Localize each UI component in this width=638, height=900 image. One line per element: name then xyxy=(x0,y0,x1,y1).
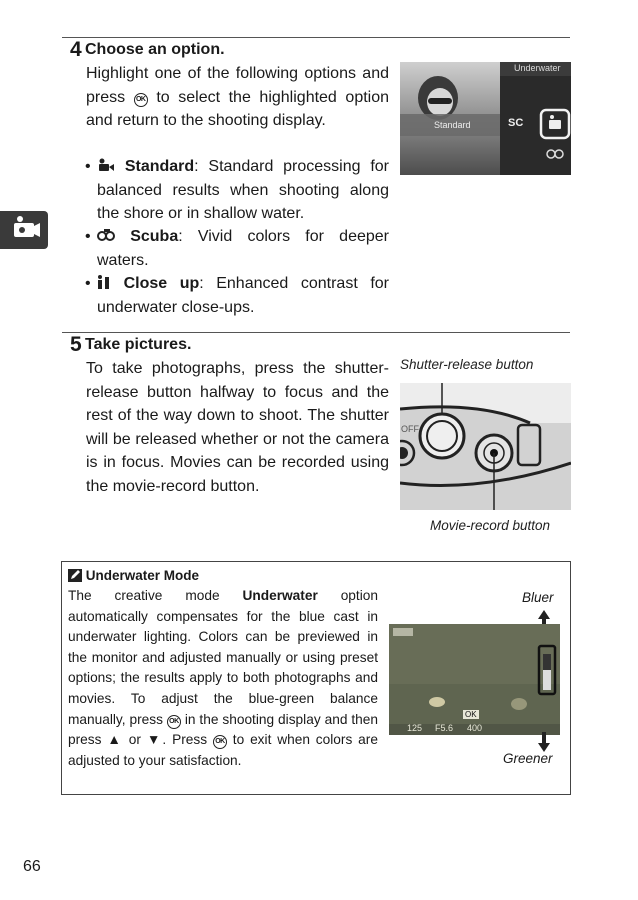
note-text-d: to exit when colors are adjusted to your satisfaction. xyxy=(68,732,378,768)
standard-icon xyxy=(97,158,115,172)
underwater-mode-icon xyxy=(0,211,48,249)
option-desc: : Standard processing for balanced results when shooting along the shore or in shallow water. xyxy=(97,158,389,222)
option-standard: • Standard: Standard processing for balanced results when shooting along the shore or in shallow water. xyxy=(85,158,389,222)
instructions-text-b: to select the highlighted option and return to the shooting display. xyxy=(86,88,390,129)
aperture-readout: F5.6 xyxy=(435,723,454,733)
underwater-menu-screenshot xyxy=(400,62,571,175)
greener-label: Greener xyxy=(503,751,553,766)
note-text-b: option automatically compensates for the blue cast in underwater lighting. Colors can be previewed in the monitor and adjusted manually or using preset options; the results apply to both photographs and movies. To adjust the blue-green balance manually, press xyxy=(68,588,378,727)
step-number: 4 xyxy=(70,38,82,61)
step-instructions xyxy=(86,62,389,133)
note-text-c: in the shooting display and then press ▲ or ▼. Press xyxy=(68,711,378,748)
ok-button-icon: OK xyxy=(213,735,227,749)
power-switch-label: OFF xyxy=(401,424,419,434)
arrow-down-icon xyxy=(538,732,550,752)
ok-button-icon: OK xyxy=(134,93,148,107)
note-title: Underwater Mode xyxy=(85,568,200,583)
menu-screen-graphic xyxy=(400,62,571,175)
camera-buttons-graphic xyxy=(400,383,571,510)
underwater-mode-note xyxy=(61,561,571,795)
note-pencil-icon xyxy=(68,569,82,582)
instructions-text-a: Highlight one of the following options and press xyxy=(86,65,389,106)
option-desc: : Enhanced contrast for underwater close-ups. xyxy=(97,275,389,316)
screen-mode-icon: SC xyxy=(508,117,524,129)
screen-option-label: Standard xyxy=(434,120,471,130)
option-close-up: • Close up: Enhanced contrast for underwater close-ups. xyxy=(85,275,389,316)
close-up-icon xyxy=(97,275,111,289)
note-body xyxy=(68,586,378,771)
shutter-release-caption: Shutter-release button xyxy=(400,357,534,372)
option-name: Standard xyxy=(124,158,195,175)
option-desc: : Vivid colors for deeper waters. xyxy=(97,228,389,269)
option-name: Scuba xyxy=(130,228,179,245)
step-title: Take pictures. xyxy=(85,336,192,353)
page-number: 66 xyxy=(23,858,41,875)
step-instructions: To take photographs, press the shutter-release button halfway to focus and the rest of the way down to shoot. The shutter will be released whether or not the camera is in focus. Movies can be recorded using the movie-record button. xyxy=(86,360,389,495)
scuba-icon xyxy=(97,228,115,242)
option-name: Close up xyxy=(123,275,200,292)
camera-top-photo xyxy=(400,383,571,510)
shutter-speed-readout: 125 xyxy=(407,723,423,733)
step-number: 5 xyxy=(70,333,82,356)
section-rule xyxy=(62,332,570,333)
note-text-a: The creative mode xyxy=(68,588,220,603)
note-heading xyxy=(68,568,199,583)
note-text-mode: Underwater xyxy=(242,588,318,603)
bluer-label: Bluer xyxy=(522,590,554,605)
monitor-preview xyxy=(389,624,560,735)
screen-header: Underwater xyxy=(514,63,561,73)
step-title: Choose an option. xyxy=(85,41,225,58)
iso-readout: 400 xyxy=(467,723,483,733)
ok-indicator: OK xyxy=(465,710,477,719)
movie-record-caption: Movie-record button xyxy=(430,518,551,533)
chapter-tab xyxy=(0,211,48,249)
section-rule xyxy=(62,37,570,38)
option-scuba: • Scuba: Vivid colors for deeper waters. xyxy=(85,228,389,269)
ok-button-icon: OK xyxy=(167,715,181,729)
